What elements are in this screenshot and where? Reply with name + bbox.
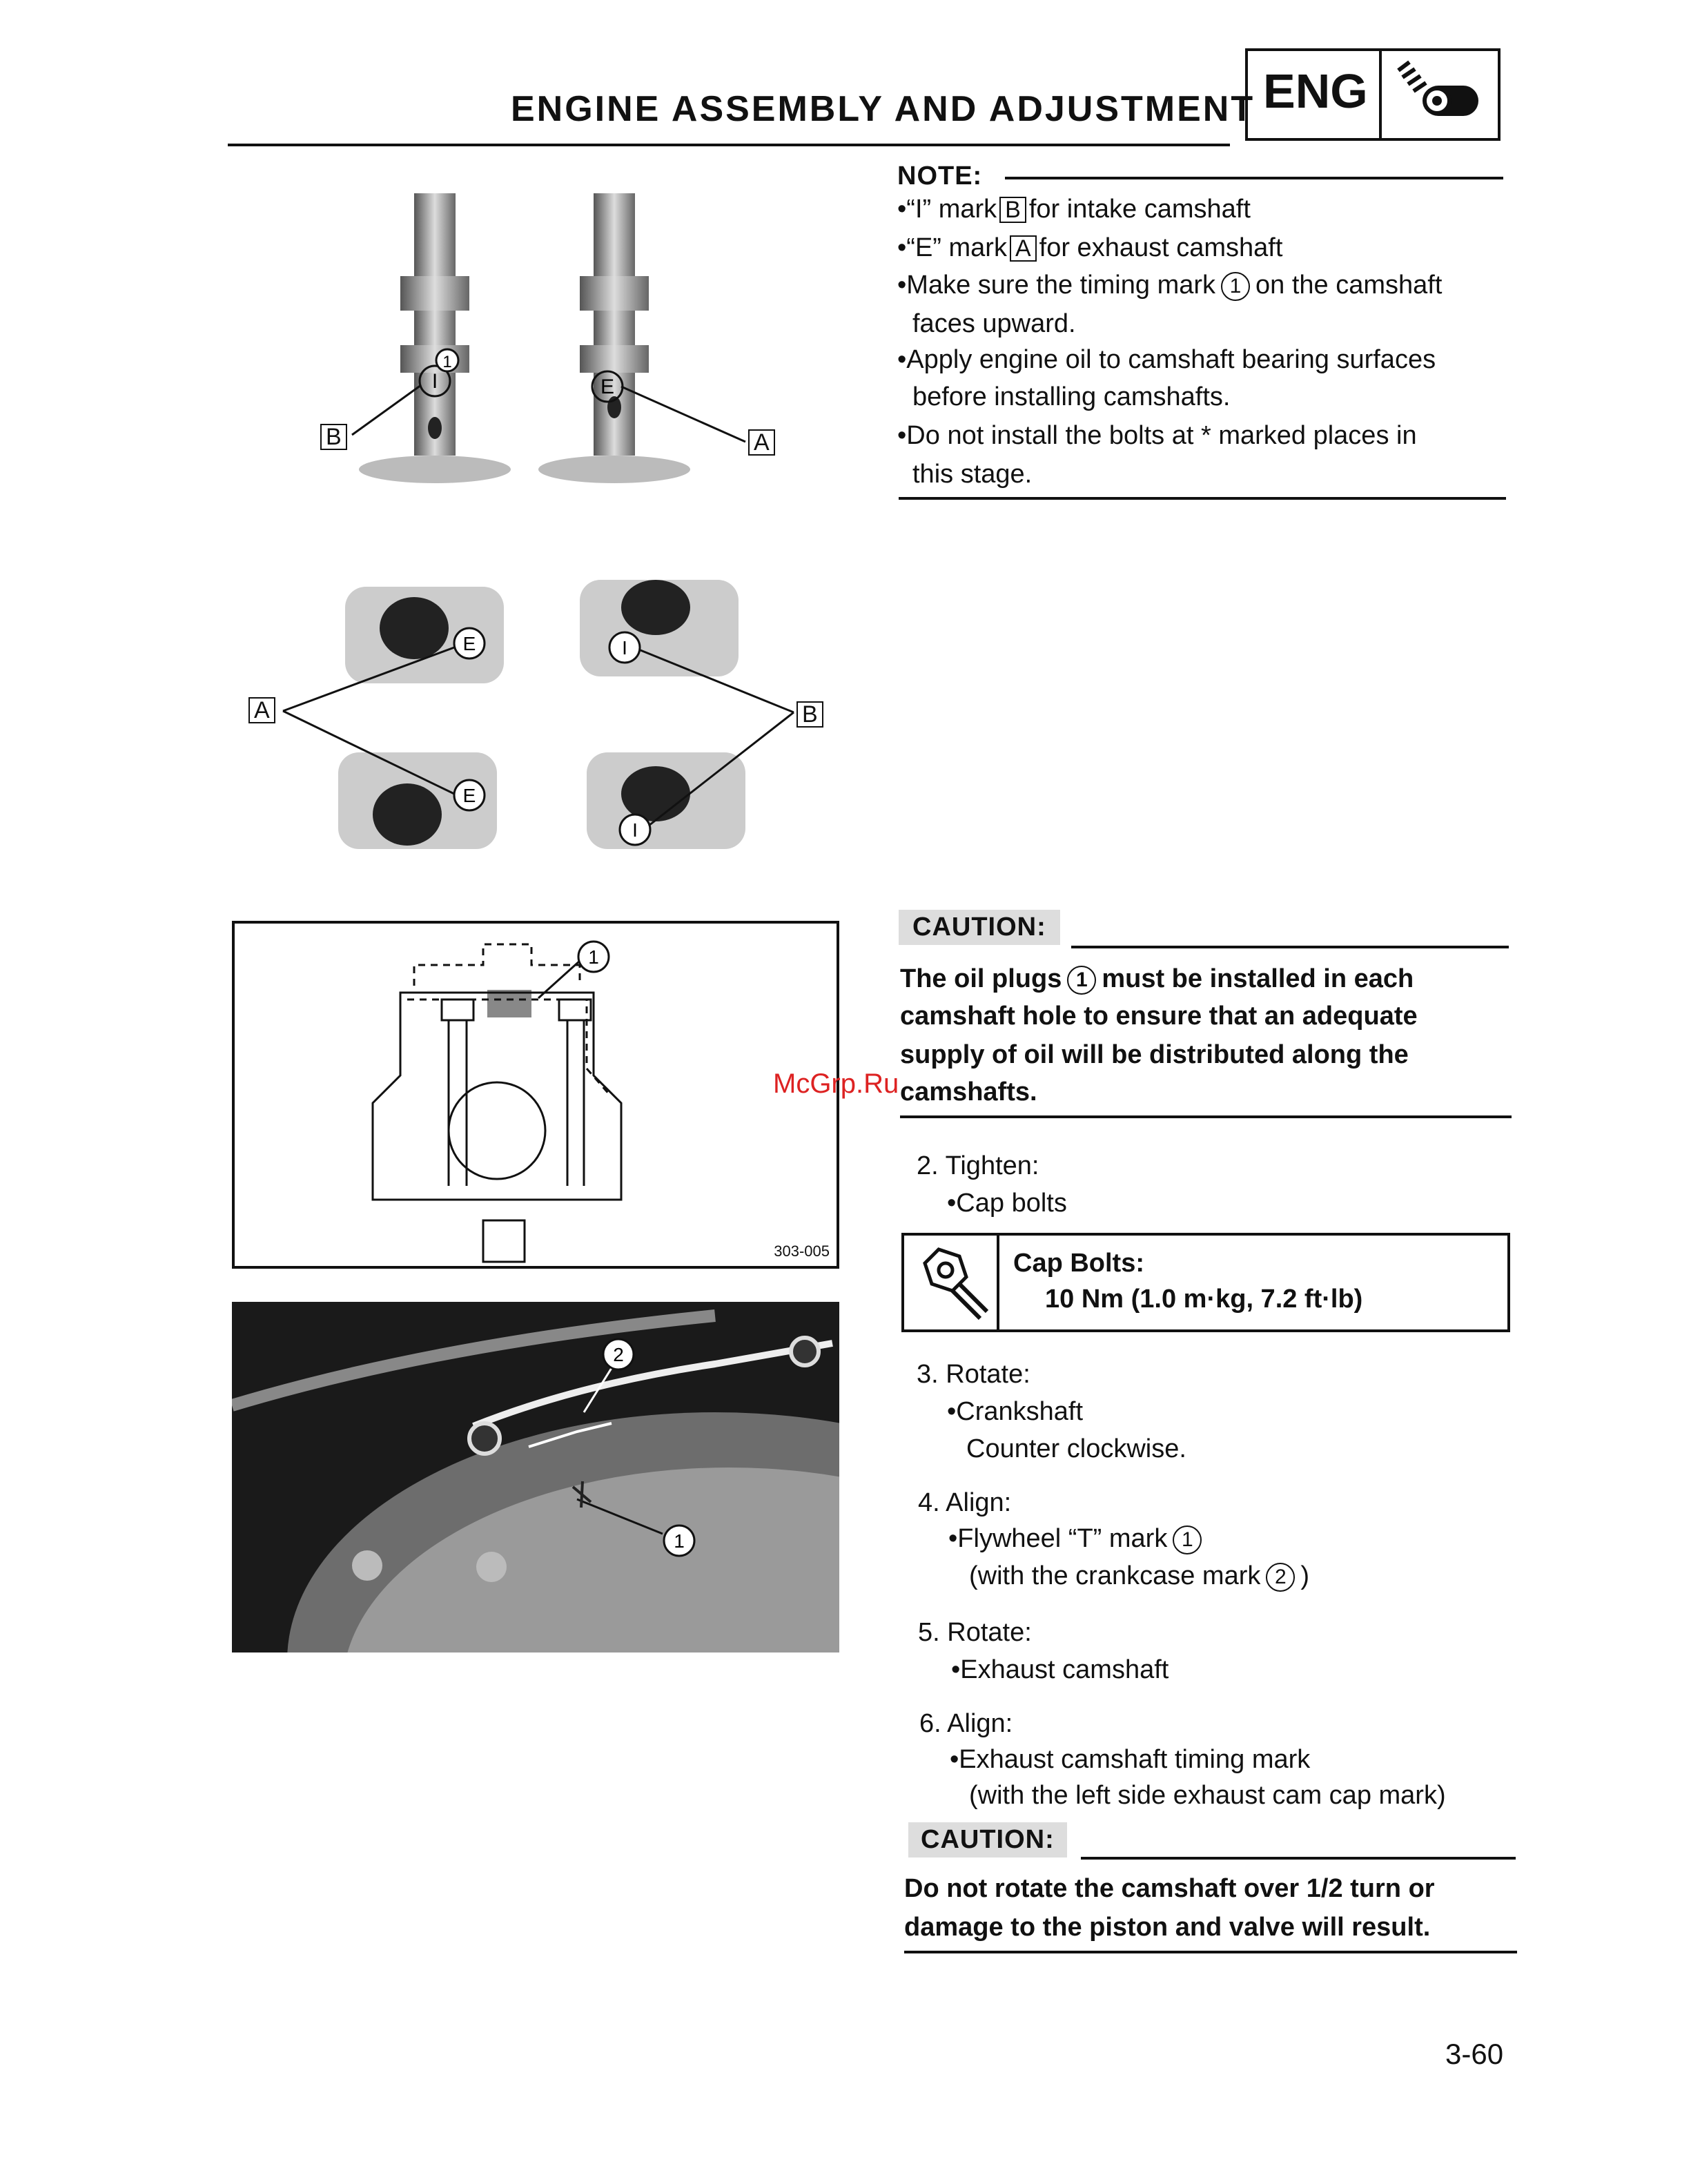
torque-wrench-icon: [911, 1242, 991, 1323]
section-code: ENG: [1263, 64, 1368, 118]
svg-text:E: E: [462, 785, 476, 806]
note-item-exhaust: •“E” mark A for exhaust camshaft: [897, 233, 1283, 262]
step-6-title: 6. Align:: [919, 1709, 1013, 1738]
page-number: 3-60: [1445, 2038, 1504, 2070]
svg-text:1: 1: [588, 946, 599, 968]
torque-name: Cap Bolts:: [1013, 1249, 1144, 1278]
fig2-label-b: B: [796, 701, 823, 728]
mark-i-text: I: [431, 370, 438, 393]
mark-b-icon: B: [999, 197, 1026, 223]
fig1-label-b: B: [320, 424, 347, 450]
caution-label-2: CAUTION:: [908, 1822, 1067, 1858]
svg-text:I: I: [632, 819, 638, 841]
page-title: ENGINE ASSEMBLY AND ADJUSTMENT: [511, 89, 1255, 129]
mark-a-icon: A: [1010, 235, 1037, 262]
engine-camshaft-icon: [1389, 57, 1492, 134]
camshaft-photo: [304, 179, 787, 490]
mark-e-text: E: [600, 376, 615, 398]
section-badge: [1245, 48, 1501, 141]
svg-text:1: 1: [674, 1530, 685, 1552]
oil-plug-diagram: [232, 921, 839, 1269]
note-item-oil: •Apply engine oil to camshaft bearing surfaces: [897, 345, 1436, 374]
note-item-bolts: •Do not install the bolts at * marked places in: [897, 421, 1417, 450]
step-2-title: 2. Tighten:: [917, 1151, 1039, 1180]
svg-text:2: 2: [613, 1344, 624, 1365]
step-3-title: 3. Rotate:: [917, 1360, 1030, 1389]
cam-cap-photo: [242, 566, 835, 890]
fig1-label-a: A: [748, 429, 775, 456]
svg-text:E: E: [462, 633, 476, 654]
header-rule: [228, 144, 1230, 146]
step-5-title: 5. Rotate:: [918, 1618, 1032, 1647]
svg-text:I: I: [622, 637, 627, 659]
circled-number: 1: [1221, 272, 1250, 301]
caution-text-line1: The oil plugs 1 must be installed in each: [900, 964, 1414, 993]
torque-spec-box: [901, 1233, 1510, 1332]
note-label: NOTE:: [897, 162, 983, 191]
watermark: McGrp.Ru: [773, 1069, 899, 1099]
note-item-timing: •Make sure the timing mark 1 on the camshaft: [897, 271, 1443, 300]
torque-value: 10 Nm (1.0 m·kg, 7.2 ft·lb): [1045, 1285, 1363, 1314]
step-2-item: •Cap bolts: [947, 1189, 1067, 1218]
step-4-title: 4. Align:: [918, 1488, 1012, 1517]
fig2-label-a: A: [248, 697, 275, 723]
fig1-callout: 1: [442, 353, 452, 371]
note-item-intake: •“I” mark B for intake camshaft: [897, 195, 1251, 224]
flywheel-photo: [232, 1302, 839, 1652]
figure-code: 303-005: [774, 1242, 830, 1260]
caution-label: CAUTION:: [899, 910, 1060, 945]
